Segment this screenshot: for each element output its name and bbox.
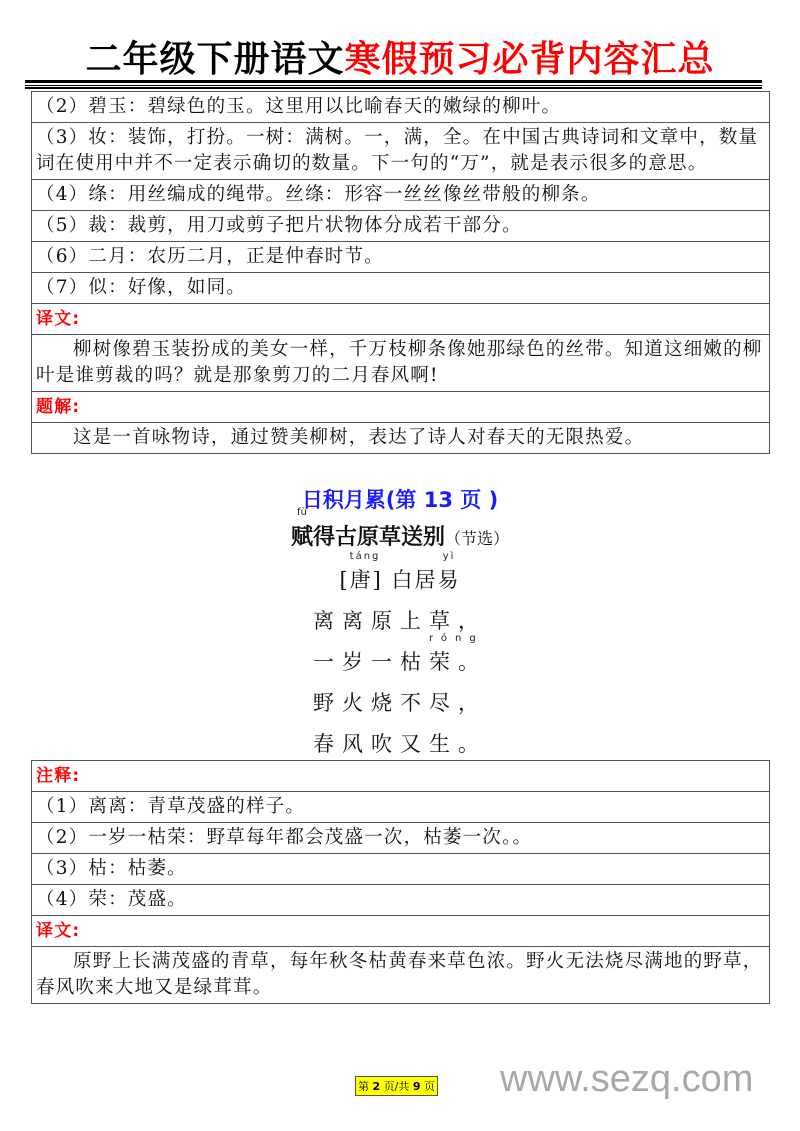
poem-line: 离离原上草， (313, 609, 487, 633)
translation-text: 柳树像碧玉装扮成的美女一样，千万枝柳条像她那绿色的丝带。知道这细嫩的柳叶是谁剪裁的吗？就是那象剪刀的二月春风啊! (32, 335, 770, 392)
table-row (32, 823, 770, 854)
current-page: 2 (372, 1080, 381, 1093)
page-title-black: 二年级下册语文 (85, 39, 345, 80)
table-row (32, 180, 770, 211)
note-item-5: （5）裁：裁剪，用刀或剪子把片状物体分成若干部分。 (32, 211, 770, 242)
table-row (32, 242, 770, 273)
poem-title-note: （节选） (445, 529, 510, 548)
note-item-1: （1）离离：青草茂盛的样子。 (32, 792, 770, 823)
table-row (32, 211, 770, 242)
table-row (32, 761, 770, 792)
note-item-4: （4）荣：茂盛。 (32, 885, 770, 916)
note-item-7: （7）似：好像，如同。 (32, 273, 770, 304)
poem-line: 一岁一枯 róng 荣。 (313, 633, 487, 674)
table-row (32, 916, 770, 947)
translation-label: 译文: (36, 309, 81, 329)
total-pages: 9 (412, 1080, 421, 1093)
author-name-last-char: yì 易 (437, 551, 461, 592)
poem-title-first-char: fù 赋 (290, 507, 313, 550)
table-row (32, 854, 770, 885)
section-heading: 日积月累(第 13 页 ) (301, 488, 499, 512)
table-row (32, 885, 770, 916)
title-double-rule (25, 80, 762, 89)
translation-text: 原野上长满茂盛的青草，每年秋冬枯黄春来草色浓。野火无法烧尽满地的野草，春风吹来大地又是绿茸茸。 (32, 947, 770, 1004)
table-row (32, 304, 770, 335)
note-item-2: （2）一岁一枯荣：野草每年都会茂盛一次，枯萎一次。。 (32, 823, 770, 854)
table-row (32, 335, 770, 392)
theme-label: 题解: (36, 397, 81, 417)
pinyin-annotation: táng (349, 551, 381, 562)
table-row (32, 123, 770, 180)
author-dynasty: táng 唐 (349, 551, 381, 592)
notes-label: 注释: (36, 766, 81, 786)
note-item-6: （6）二月：农历二月，正是仲春时节。 (32, 242, 770, 273)
table-row (32, 392, 770, 423)
page-title-red: 寒假预习必背内容汇总 (344, 39, 715, 80)
table-row (32, 423, 770, 454)
pinyin-annotation: yì (442, 551, 456, 562)
table-row (32, 273, 770, 304)
poem-title-rest: 得古原草送别 (312, 525, 445, 550)
poem2-notes-table (31, 760, 770, 1004)
note-item-3: （3）枯：枯萎。 (32, 854, 770, 885)
watermark: www.sezq.com (500, 1058, 754, 1100)
pinyin-annotation: róng (429, 633, 484, 644)
poem-line: 春风吹又生。 (313, 732, 487, 756)
page-number-badge: 第 2 页/共 9 页 (355, 1076, 438, 1096)
table-row (32, 947, 770, 1004)
table-row (32, 792, 770, 823)
author-name: 白居 (391, 568, 438, 592)
pinyin-annotation: fù (297, 507, 307, 518)
poem1-notes-table (31, 91, 770, 454)
poem-line: 野火烧不尽， (313, 691, 487, 715)
poem-author: [ táng 唐] 白居 yì 易 (339, 551, 461, 592)
poem-title (0, 507, 800, 551)
translation-label: 译文: (36, 921, 81, 941)
page-title (0, 38, 800, 82)
poem-line-last-char: róng 荣 (429, 633, 484, 674)
table-row (32, 92, 770, 123)
theme-text: 这是一首咏物诗，通过赞美柳树，表达了诗人对春天的无限热爱。 (32, 423, 770, 454)
note-item-4: （4）绦：用丝编成的绳带。丝绦：形容一丝丝像丝带般的柳条。 (32, 180, 770, 211)
note-item-2: （2）碧玉：碧绿色的玉。这里用以比喻春天的嫩绿的柳叶。 (32, 92, 770, 123)
note-item-3: （3）妆：装饰，打扮。一树：满树。一，满，全。在中国古典诗词和文章中，数量词在使用中并不一定表示确切的数量。下一句的“万”，就是表示很多的意思。 (32, 123, 770, 180)
